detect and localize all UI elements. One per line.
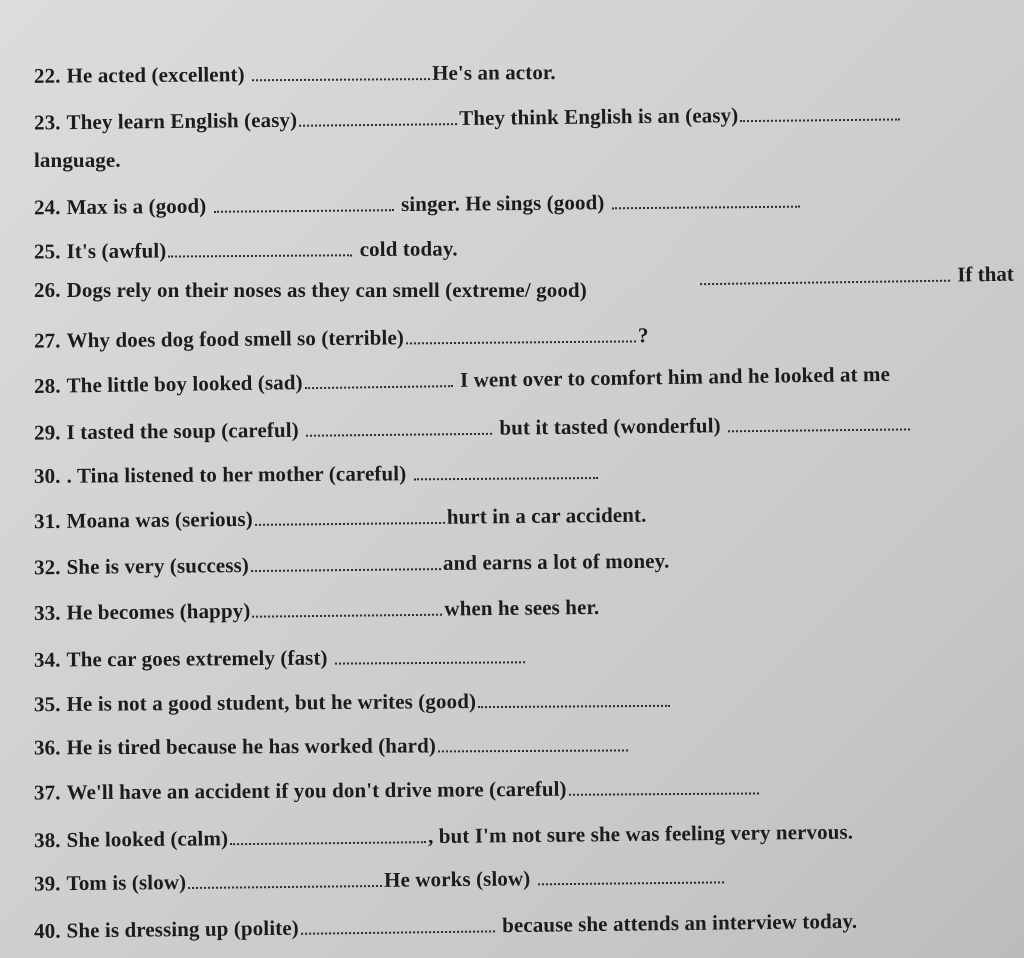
answer-blank[interactable] (700, 261, 950, 285)
item-text: The car goes extremely (fast) (66, 645, 328, 672)
answer-blank[interactable] (537, 862, 723, 885)
exercise-item-24 (34, 187, 802, 221)
item-text: Dogs rely on their noses as they can smell (extreme/ good) (66, 278, 587, 302)
item-number: 35. (33, 691, 61, 717)
item-text: They learn English (easy) (66, 107, 298, 135)
answer-blank[interactable] (188, 866, 382, 889)
item-number: 39. (33, 871, 61, 896)
item-text-2: He works (slow) (383, 866, 531, 892)
answer-blank[interactable] (612, 187, 800, 210)
item-text: He is tired because he has worked (hard) (66, 733, 436, 760)
item-number: 23. (33, 110, 61, 135)
answer-blank[interactable] (414, 458, 598, 480)
answer-blank[interactable] (255, 503, 445, 526)
answer-blank[interactable] (406, 321, 636, 344)
item-text-2: I went over to comfort him and he looked at me (459, 361, 891, 392)
exercise-item-39 (34, 862, 726, 896)
item-text-2: but it tasted (wonderful) (499, 413, 721, 440)
item-text-2: and earns a lot of money. (442, 548, 670, 575)
exercise-item-34 (34, 642, 527, 672)
exercise-item-29 (34, 409, 912, 445)
item-text: He is not a good student, but he writes (good) (66, 689, 477, 716)
answer-blank[interactable] (335, 642, 525, 664)
item-text: We'll have an accident if you don't drive more (careful) (66, 776, 567, 805)
item-number: 36. (33, 735, 61, 760)
exercise-item-23 (34, 99, 903, 135)
exercise-item-37 (34, 773, 761, 805)
exercise-item-23-continued (34, 148, 121, 173)
item-text-2: cold today. (359, 236, 458, 262)
item-number: 25. (33, 239, 61, 264)
item-text: It's (awful) (66, 238, 167, 264)
exercise-item-25 (34, 235, 458, 265)
item-text: He becomes (happy) (66, 598, 251, 625)
item-number: 31. (33, 508, 61, 534)
item-text: Moana was (serious) (66, 506, 253, 533)
item-number: 22. (33, 63, 61, 88)
answer-blank[interactable] (728, 409, 910, 432)
item-number: 27. (33, 328, 61, 353)
item-text: Tom is (slow) (66, 869, 187, 896)
answer-blank[interactable] (214, 190, 394, 212)
answer-blank[interactable] (168, 235, 352, 257)
item-number: 38. (33, 827, 61, 853)
exercise-item-26-tail (698, 260, 1014, 291)
item-number: 26. (34, 278, 61, 302)
item-text: She is dressing up (polite) (66, 915, 299, 943)
item-text-2: If that (957, 261, 1015, 287)
answer-blank[interactable] (301, 911, 495, 934)
item-text: Max is a (good) (66, 193, 207, 219)
answer-blank[interactable] (438, 730, 628, 752)
item-number: 30. (33, 463, 61, 488)
item-text-2: singer. He sings (good) (400, 190, 605, 217)
exercise-item-36 (34, 730, 630, 760)
item-text: She is very (success) (66, 552, 250, 579)
exercise-item-26 (34, 278, 587, 303)
item-text: language. (34, 148, 121, 172)
exercise-item-38 (34, 818, 853, 853)
exercise-item-33 (34, 593, 600, 626)
exercise-item-35 (34, 686, 672, 717)
item-text: She looked (calm) (66, 826, 229, 852)
item-number: 29. (33, 420, 61, 445)
item-number: 33. (33, 600, 61, 625)
item-text: I tasted the soup (careful) (66, 417, 299, 445)
exercise-item-30 (34, 458, 600, 489)
exercise-item-40 (34, 907, 857, 944)
item-text-2: hurt in a car accident. (446, 502, 647, 529)
item-text-2: They think English is an (easy) (459, 103, 739, 130)
answer-blank[interactable] (252, 59, 430, 81)
exercise-item-27 (34, 321, 649, 353)
answer-blank[interactable] (304, 366, 452, 389)
answer-blank[interactable] (568, 773, 758, 795)
item-text: The little boy looked (sad) (66, 370, 303, 398)
answer-blank[interactable] (306, 414, 492, 437)
item-number: 32. (33, 554, 61, 580)
item-text-2: when he sees her. (444, 594, 600, 621)
item-number: 37. (33, 780, 61, 805)
answer-blank[interactable] (230, 822, 426, 845)
item-text-2: , but I'm not sure she was feeling very nervous. (427, 819, 854, 849)
exercise-item-22 (34, 58, 556, 89)
item-text: He acted (excellent) (66, 62, 245, 88)
item-text: . Tina listened to her mother (careful) (66, 461, 407, 488)
answer-blank[interactable] (740, 99, 900, 122)
item-text-2: because she attends an interview today. (501, 908, 858, 938)
item-text: Why does dog food smell so (terrible) (66, 325, 405, 353)
item-text-2: ? (637, 323, 649, 348)
item-number: 34. (33, 647, 61, 672)
answer-blank[interactable] (251, 549, 441, 572)
answer-blank[interactable] (252, 595, 442, 618)
item-number: 40. (33, 918, 61, 943)
exercise-item-32 (34, 547, 670, 581)
item-number: 24. (33, 195, 61, 220)
item-number: 28. (33, 373, 61, 398)
exercise-item-31 (34, 501, 647, 534)
item-text-2: He's an actor. (431, 60, 556, 85)
exercise-item-28 (34, 360, 890, 399)
answer-blank[interactable] (299, 104, 457, 127)
answer-blank[interactable] (478, 686, 670, 708)
